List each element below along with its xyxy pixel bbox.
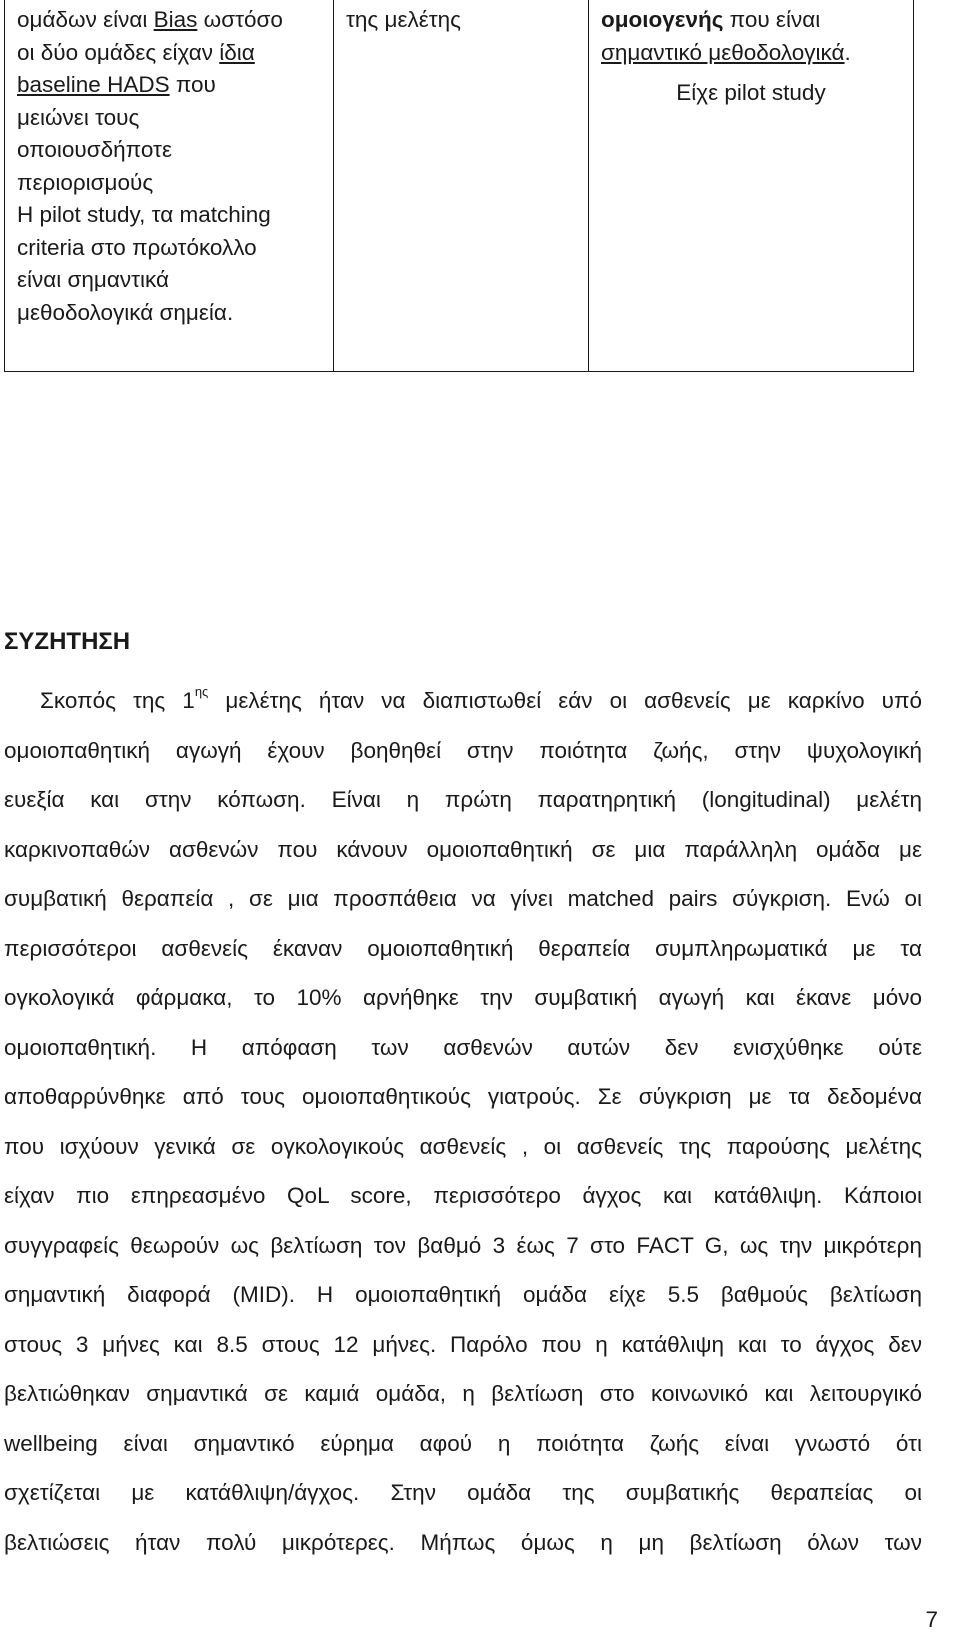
paragraph-line: wellbeing είναι σημαντικό εύρημα αφού η ποιότητα ζωής είναι γνωστό ότι [4,1430,922,1456]
cell-line: μειώνει τους [17,104,140,130]
cell-line: criteria στο πρωτόκολλο [17,234,257,260]
paragraph-line: ευεξία και στην κόπωση. Είναι η πρώτη παρατηρητική (longitudinal) μελέτη [4,787,922,812]
table-cell-col2 [334,0,589,372]
paragraph-line: που ισχύουν γενικά σε ογκολογικούς ασθενείς , οι ασθενείς της παρούσης μελέτης [4,1133,922,1159]
paragraph-line: συγγραφείς θεωρούν ως βελτίωση τον βαθμό 3 έως 7 στο FACT G, ως την μικρότερη [4,1232,922,1258]
cell-line: Η pilot study, τα matching [17,202,271,227]
paragraph-line: ογκολογικά φάρμακα, το 10% αρνήθηκε την συμβατική αγωγή και έκανε μόνο [4,985,922,1010]
paragraph-line: στους 3 μήνες και 8.5 στους 12 μήνες. Παρόλο που η κατάθλιψη και το άγχος δεν [4,1331,922,1357]
table-cell-col1 [5,0,334,372]
cell-line: είναι σημαντικά [17,267,170,292]
paragraph-line: ομοιοπαθητική αγωγή έχουν βοηθηθεί στην ποιότητα ζωής, στην ψυχολογική [4,737,922,763]
cell-line: σημαντικό μεθοδολογικά. [601,39,851,65]
cell-line: περιορισμούς [17,169,154,195]
cell-line: οποιουσδήποτε [17,137,172,162]
cell-line: ομοιογενής που είναι [601,7,821,32]
paragraph-line: καρκινοπαθών ασθενών που κάνουν ομοιοπαθητική σε μια παράλληλη ομάδα με [4,836,922,862]
cell-line: ομάδων είναι Bias ωστόσο [17,7,283,32]
paragraph-line: περισσότεροι ασθενείς έκαναν ομοιοπαθητική θεραπεία συμπληρωματικά με τα [4,935,922,961]
study-table-fragment [4,0,914,372]
paragraph-line: σημαντική διαφορά (MID). Η ομοιοπαθητική ομάδα είχε 5.5 βαθμούς βελτίωση [4,1282,922,1307]
paragraph-line: ομοιοπαθητική. Η απόφαση των ασθενών αυτών δεν ενισχύθηκε ούτε [4,1034,922,1060]
cell-line: baseline HADS που [17,72,216,97]
paragraph-line: συμβατική θεραπεία , σε μια προσπάθεια να γίνει matched pairs σύγκριση. Ενώ οι [4,886,922,911]
discussion-paragraph [4,676,922,1567]
table-cell-col3 [589,0,914,372]
paragraph-line: Σκοπός της $1^{\eta\varsigma}$ μελέτης ήταν να διαπιστωθεί εάν οι ασθενείς με καρκίνο υπό [40,684,922,713]
cell-line: Είχε pilot study [676,80,826,105]
cell-line: μεθοδολογικά σημεία. [17,299,234,325]
cell-line: οι δύο ομάδες είχαν ίδια [17,39,255,65]
paragraph-line: βελτιώθηκαν σημαντικά σε καμιά ομάδα, η βελτίωση στο κοινωνικό και λειτουργικό [4,1381,922,1406]
paragraph-line: είχαν πιο επηρεασμένο QoL score, περισσότερο άγχος και κατάθλιψη. Κάποιοι [4,1183,922,1208]
paragraph-line: βελτιώσεις ήταν πολύ μικρότερες. Μήπως όμως η μη βελτίωση όλων των [4,1529,922,1555]
page-number: 7 [925,1607,938,1632]
paragraph-line: σχετίζεται με κατάθλιψη/άγχος. Στην ομάδα της συμβατικής θεραπείας οι [4,1480,922,1505]
paragraph-line: αποθαρρύνθηκε από τους ομοιοπαθητικούς γιατρούς. Σε σύγκριση με τα δεδομένα [4,1084,922,1109]
table-row [5,0,914,372]
section-heading: ΣΥΖΗΤΗΣΗ [4,628,131,655]
cell-line: της μελέτης [346,7,462,32]
